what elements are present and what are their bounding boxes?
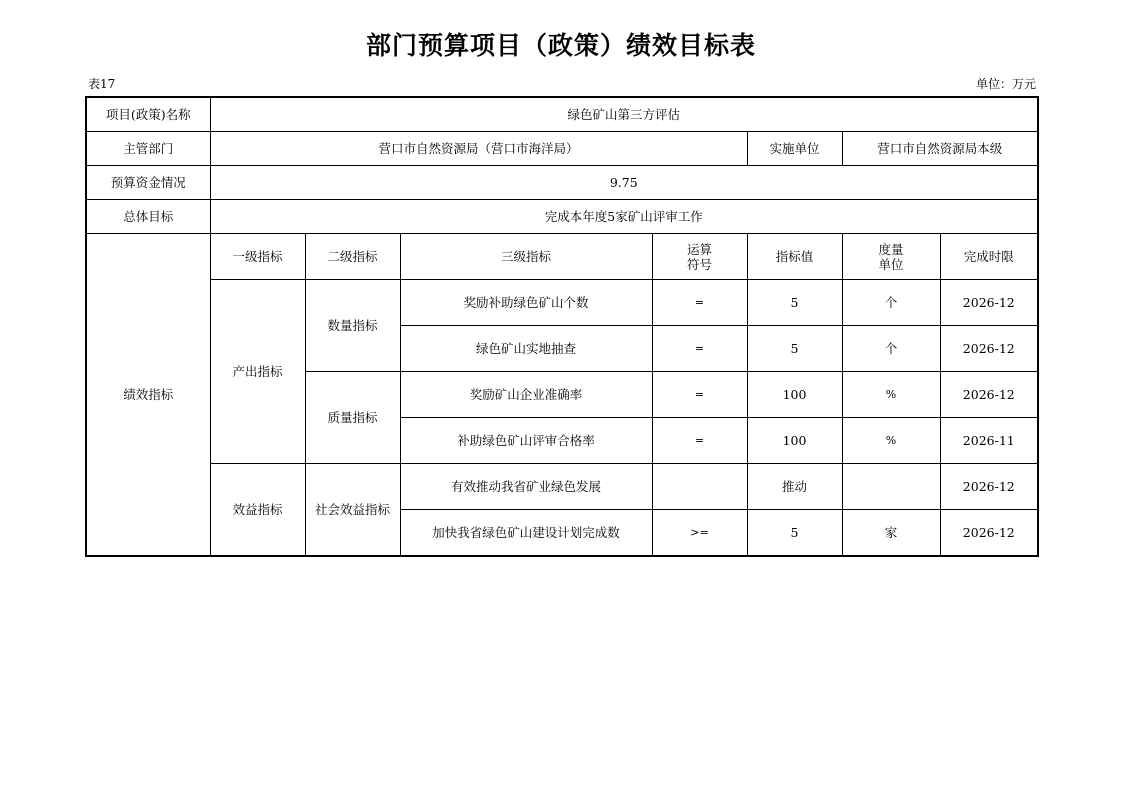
indicator-operator: = <box>652 280 747 326</box>
table-row <box>86 280 1038 326</box>
department-row <box>86 132 1038 166</box>
indicator-deadline: 2026-12 <box>940 510 1038 557</box>
indicator-value: 100 <box>747 418 842 464</box>
group-benefit: 效益指标 <box>210 464 305 557</box>
indicator-name: 有效推动我省矿业绿色发展 <box>400 464 652 510</box>
indicator-value: 100 <box>747 372 842 418</box>
indicator-deadline: 2026-11 <box>940 418 1038 464</box>
indicator-unit: 个 <box>842 326 940 372</box>
dept-value: 营口市自然资源局（营口市海洋局） <box>210 132 747 166</box>
indicator-unit: 个 <box>842 280 940 326</box>
indicator-name: 绿色矿山实地抽查 <box>400 326 652 372</box>
indicator-name: 奖励补助绿色矿山个数 <box>400 280 652 326</box>
impl-value: 营口市自然资源局本级 <box>842 132 1038 166</box>
project-name-value: 绿色矿山第三方评估 <box>210 97 1038 132</box>
performance-table <box>85 96 1039 557</box>
header-level3: 三级指标 <box>400 234 652 280</box>
goal-label: 总体目标 <box>86 200 210 234</box>
indicator-deadline: 2026-12 <box>940 464 1038 510</box>
perf-label: 绩效指标 <box>86 234 210 557</box>
indicator-value: 推动 <box>747 464 842 510</box>
table-number: 表17 <box>88 77 116 91</box>
header-deadline: 完成时限 <box>940 234 1038 280</box>
project-name-label: 项目(政策)名称 <box>86 97 210 132</box>
indicator-operator: >= <box>652 510 747 557</box>
dept-label: 主管部门 <box>86 132 210 166</box>
page-title: 部门预算项目（政策）绩效目标表 <box>365 31 756 60</box>
indicator-operator: = <box>652 326 747 372</box>
indicator-value: 5 <box>747 510 842 557</box>
header-operator <box>652 234 747 280</box>
indicator-operator <box>652 464 747 510</box>
header-row <box>86 234 1038 280</box>
indicator-unit <box>842 464 940 510</box>
indicator-deadline: 2026-12 <box>940 280 1038 326</box>
group-output: 产出指标 <box>210 280 305 464</box>
indicator-name: 补助绿色矿山评审合格率 <box>400 418 652 464</box>
group-quality: 质量指标 <box>305 372 400 464</box>
indicator-unit: 家 <box>842 510 940 557</box>
header-unit <box>842 234 940 280</box>
group-quantity: 数量指标 <box>305 280 400 372</box>
budget-label: 预算资金情况 <box>86 166 210 200</box>
indicator-name: 加快我省绿色矿山建设计划完成数 <box>400 510 652 557</box>
header-operator-line2: 符号 <box>686 256 712 272</box>
indicator-operator: = <box>652 418 747 464</box>
unit-label: 单位：万元 <box>975 77 1036 91</box>
indicator-deadline: 2026-12 <box>940 326 1038 372</box>
indicator-operator: = <box>652 372 747 418</box>
indicator-name: 奖励矿山企业准确率 <box>400 372 652 418</box>
table-row <box>86 464 1038 510</box>
header-level2: 二级指标 <box>305 234 400 280</box>
indicator-value: 5 <box>747 326 842 372</box>
header-unit-line2: 单位 <box>878 256 904 272</box>
indicator-value: 5 <box>747 280 842 326</box>
group-social: 社会效益指标 <box>305 464 400 557</box>
budget-row <box>86 166 1038 200</box>
goal-row <box>86 200 1038 234</box>
goal-value: 完成本年度5家矿山评审工作 <box>210 200 1038 234</box>
project-name-row <box>86 97 1038 132</box>
header-unit-line1: 度量 <box>878 241 904 257</box>
indicator-unit: % <box>842 372 940 418</box>
header-value: 指标值 <box>747 234 842 280</box>
indicator-deadline: 2026-12 <box>940 372 1038 418</box>
indicator-unit: % <box>842 418 940 464</box>
impl-label: 实施单位 <box>747 132 842 166</box>
budget-value: 9.75 <box>210 166 1038 200</box>
header-level1: 一级指标 <box>210 234 305 280</box>
header-operator-line1: 运算 <box>686 241 712 257</box>
